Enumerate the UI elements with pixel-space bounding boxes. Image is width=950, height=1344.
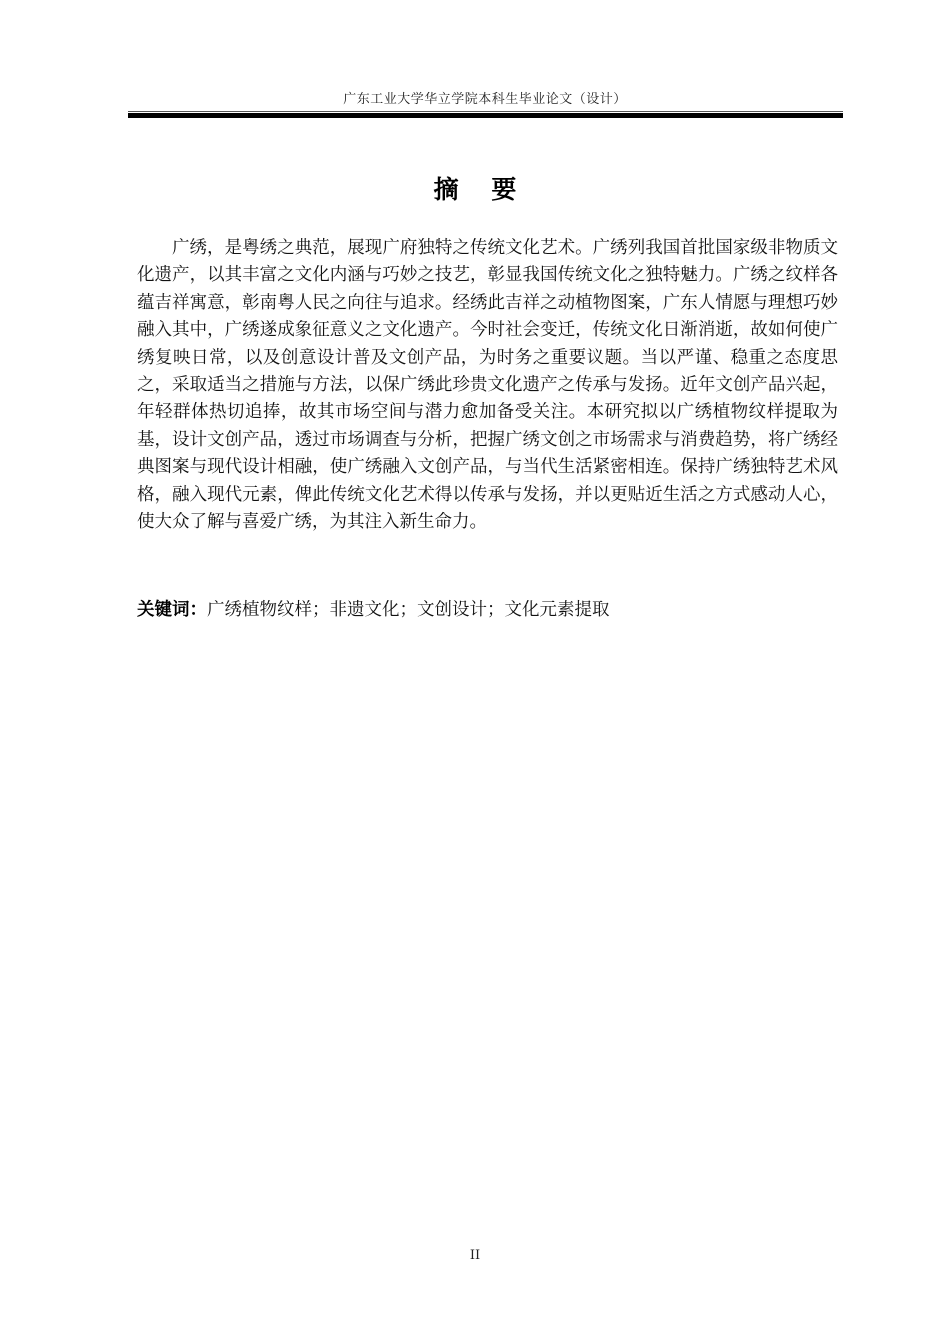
header-rule-thick <box>128 113 843 118</box>
header-rule-thin <box>128 111 843 112</box>
page-title: 摘 要 <box>433 175 529 204</box>
abstract-paragraph: 广绣，是粤绣之典范，展现广府独特之传统文化艺术。广绣列我国首批国家级非物质文化遗产，以其丰富之文化内涵与巧妙之技艺，彰显我国传统文化之独特魅力。广绣之纹样各蕴吉祥寓意，彰南粤人民之向往与追求。经绣此吉祥之动植物图案，广东人情愿与理想巧妙融入其中，广绣遂成象征意义之文化遗产。今时社会变迁，传统文化日渐消逝，故如何使广绣复映日常，以及创意设计普及文创产品，为时务之重要议题。当以严谨、稳重之态度思之，采取适当之措施与方法，以保广绣此珍贵文化遗产之传承与发扬。近年文创产品兴起，年轻群体热切追捧，故其市场空间与潜力愈加备受关注。本研究拟以广绣植物纹样提取为基，设计文创产品，透过市场调查与分析，把握广绣文创之市场需求与消费趋势，将广绣经典图案与现代设计相融，使广绣融入文创产品，与当代生活紧密相连。保持广绣独特艺术风格，融入现代元素，俾此传统文化艺术得以传承与发扬，并以更贴近生活之方式感动人心，使大众了解与喜爱广绣，为其注入新生命力。 <box>137 238 838 533</box>
keywords-label: 关键词： <box>137 600 207 620</box>
page-number: II <box>469 1248 481 1263</box>
keywords-line <box>137 597 838 624</box>
running-header: 广东工业大学华立学院本科生毕业论文（设计） <box>343 92 627 107</box>
keywords-text: 广绣植物纹样；非遗文化；文创设计；文化元素提取 <box>207 600 610 620</box>
